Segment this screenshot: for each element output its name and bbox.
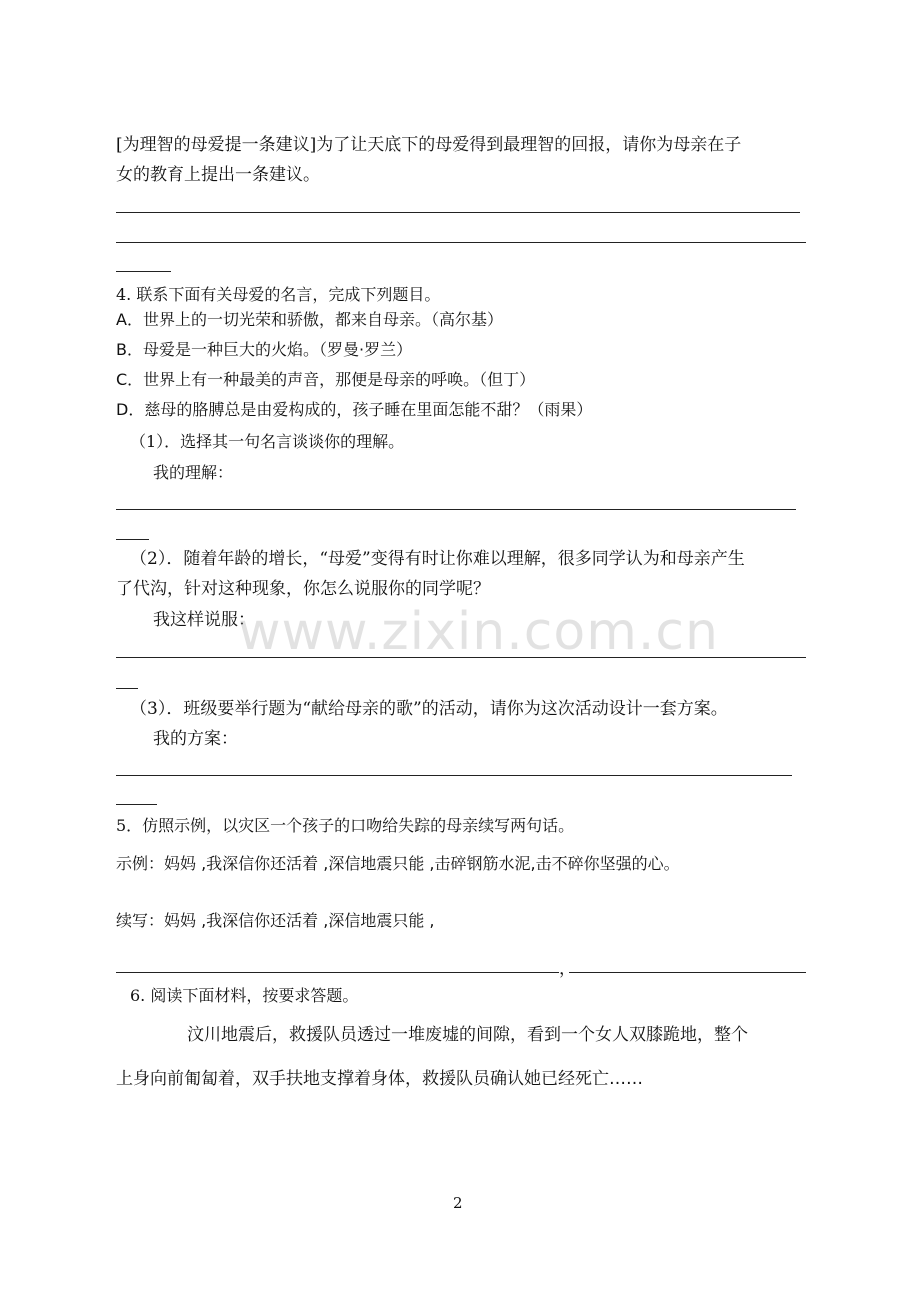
answer-line-tail (116, 688, 138, 689)
q4-sub2-prompt-1: （2）．随着年龄的增长，“母爱”变得有时让你难以理解，很多同学认为和母亲产生 (130, 549, 745, 569)
q6-passage-line-1: 汶川地震后，救援队员透过一堆废墟的间隙，看到一个女人双膝跪地，整个 (187, 1025, 748, 1045)
q4-sub1-answer-label: 我的理解： (153, 463, 234, 482)
watermark: www.zixin.com.cn (238, 602, 719, 662)
intro-line-1: [为理智的母爱提一条建议]为了让天底下的母爱得到最理智的回报，请你为母亲在子 (116, 135, 742, 155)
q4-option-d: D．慈母的胳膊总是由爱构成的，孩子睡在里面怎能不甜？（雨果） (116, 400, 593, 419)
answer-line (116, 972, 559, 973)
answer-line (569, 972, 806, 973)
q5-title: 5．仿照示例，以灾区一个孩子的口吻给失踪的母亲续写两句话。 (116, 816, 575, 835)
q4-option-a: A．世界上的一切光荣和骄傲，都来自母亲。（高尔基） (116, 310, 503, 329)
answer-line-tail (116, 804, 157, 805)
q4-sub2-prompt-2: 了代沟，针对这种现象，你怎么说服你的同学呢？ (116, 579, 490, 599)
answer-line (116, 242, 806, 243)
intro-line-2: 女的教育上提出一条建议。 (116, 165, 320, 185)
q4-sub3-prompt: （3）．班级要举行题为“献给母亲的歌”的活动，请你为这次活动设计一套方案。 (130, 699, 728, 719)
q4-sub3-answer-label: 我的方案： (153, 729, 238, 749)
answer-line-tail (116, 271, 171, 272)
q6-passage-line-2: 上身向前匍匐着，双手扶地支撑着身体，救援队员确认她已经死亡…… (116, 1069, 643, 1089)
q4-sub1-prompt: （1）．选择其一句名言谈谈你的理解。 (130, 432, 405, 451)
q4-option-c: C．世界上有一种最美的声音，那便是母亲的呼唤。（但丁） (116, 370, 536, 389)
q4-title: 4. 联系下面有关母爱的名言，完成下列题目。 (116, 285, 441, 304)
answer-line-tail (116, 539, 149, 540)
q6-title: 6. 阅读下面材料，按要求答题。 (130, 986, 359, 1005)
page-number: 2 (453, 1194, 463, 1212)
q4-sub2-answer-label: 我这样说服： (153, 610, 255, 630)
answer-line (116, 509, 796, 510)
q4-option-b: B．母爱是一种巨大的火焰。（罗曼·罗兰） (116, 340, 413, 359)
q5-example: 示例：妈妈 ,我深信你还活着 ,深信地震只能 ,击碎钢筋水泥,击不碎你坚强的心。 (116, 854, 680, 873)
answer-line (116, 775, 792, 776)
q5-comma: ， (559, 959, 576, 979)
q5-continue: 续写：妈妈 ,我深信你还活着 ,深信地震只能 , (116, 911, 435, 930)
answer-line (116, 212, 800, 213)
